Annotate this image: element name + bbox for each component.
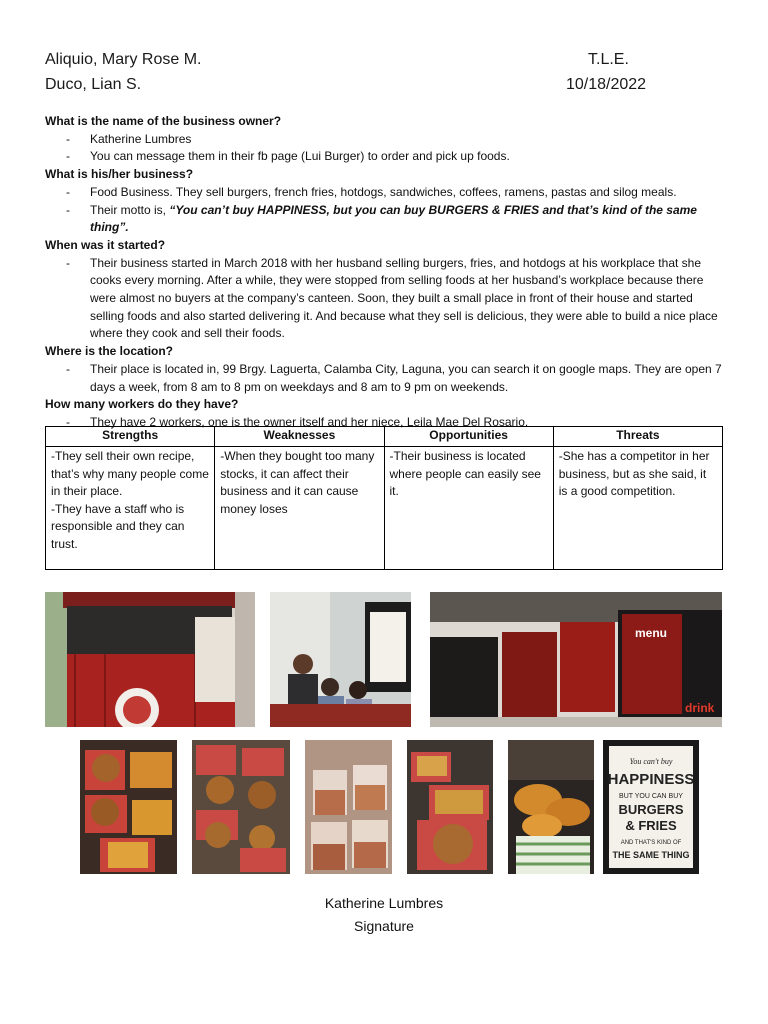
student-name-2: Duco, Lian S.	[45, 76, 142, 93]
photo-burgers-fries	[80, 740, 177, 874]
signature-label: Signature	[354, 918, 414, 934]
student-name-1: Aliquio, Mary Rose M.	[45, 51, 202, 68]
question-workers: How many workers do they have?	[45, 397, 239, 412]
svg-text:AND THAT'S KIND OF: AND THAT'S KIND OF	[620, 840, 682, 846]
motto-prefix: Their motto is,	[90, 202, 170, 217]
drink-word: drink	[685, 701, 715, 715]
answer-motto	[45, 202, 725, 237]
answer-item: - Their place is located in, 99 Brgy. Laguerta, Calamba City, Laguna, you can search it on google maps. They are open 7 days a week, from 8 am to 8 pm on weekdays and 8 am to 9 pm on weekends.	[45, 361, 725, 396]
motto-suffix: .	[125, 220, 129, 235]
swot-header-row	[46, 427, 723, 447]
photo-menu-wall	[430, 592, 722, 727]
signature-name: Katherine Lumbres	[324, 895, 444, 911]
header	[0, 0, 768, 100]
swot-header: Weaknesses	[215, 427, 384, 447]
swot-table	[45, 426, 723, 570]
answer-item: - Their business started in March 2018 with her husband selling burgers, fries, and hotdogs at his workplace that she cooks every morning. After a while, they were stopped from selling foods at her husband’s workplace because there were almost no buyers at the company’s canteen. Soon, they built a small place in front of their house and started selling foods and also started delivering it. And because what they sell is delicious, they were able to build a nice place where they cook and sell their foods.	[45, 255, 725, 344]
swot-cell-weaknesses: -When they bought too many stocks, it can affect their business and it can cause money loses	[215, 447, 384, 570]
swot-header: Threats	[553, 427, 722, 447]
svg-text:HAPPINESS: HAPPINESS	[607, 771, 695, 788]
photo-owner-staff	[270, 592, 411, 727]
question-owner: What is the name of the business owner?	[45, 114, 282, 128]
swot-body-row	[46, 447, 723, 570]
answer-item: - Food Business. They sell burgers, french fries, hotdogs, sandwiches, coffees, ramens, pastas and silog meals.	[45, 184, 725, 202]
svg-text:You can't buy: You can't buy	[629, 757, 673, 766]
swot-header: Strengths	[46, 427, 215, 447]
photo-burger-spread	[192, 740, 290, 874]
date: 10/18/2022	[566, 76, 647, 93]
question-started: When was it started?	[45, 237, 166, 252]
photo-storefront	[45, 592, 255, 727]
photo-iced-coffees	[305, 740, 392, 874]
question-business: What is his/her business?	[45, 167, 194, 182]
menu-word: menu	[635, 626, 668, 640]
svg-text:BURGERS: BURGERS	[618, 802, 684, 817]
svg-text:THE SAME THING: THE SAME THING	[612, 850, 690, 860]
answer-item: - You can message them in their fb page (Lui Burger) to order and pick up foods.	[45, 148, 725, 166]
interview-content	[45, 113, 725, 432]
photo-happiness-sign	[603, 740, 699, 874]
swot-cell-opportunities: -Their business is located where people can easily see it.	[384, 447, 553, 570]
subject: T.L.E.	[588, 51, 629, 68]
svg-text:& FRIES: & FRIES	[625, 818, 677, 833]
motto-text: “You can’t buy HAPPINESS, but you can buy BURGERS & FRIES and that’s kind of the same thing”	[90, 202, 697, 235]
svg-text:BUT YOU CAN BUY: BUT YOU CAN BUY	[619, 793, 683, 800]
question-location: Where is the location?	[45, 344, 174, 359]
swot-cell-strengths: -They sell their own recipe, that’s why many people come in their place. -They have a staff who is responsible and they can trust.	[46, 447, 215, 570]
answer-item: - They have 2 workers, one is the owner itself and her niece, Leila Mae Del Rosario.	[45, 414, 725, 432]
swot-header: Opportunities	[384, 427, 553, 447]
swot-cell-threats: -She has a competitor in her business, but as she said, it is a good competition.	[553, 447, 722, 570]
answer-item: - Katherine Lumbres	[45, 131, 725, 149]
photo-sandwiches	[407, 740, 493, 874]
photo-fried-chicken	[508, 740, 594, 874]
